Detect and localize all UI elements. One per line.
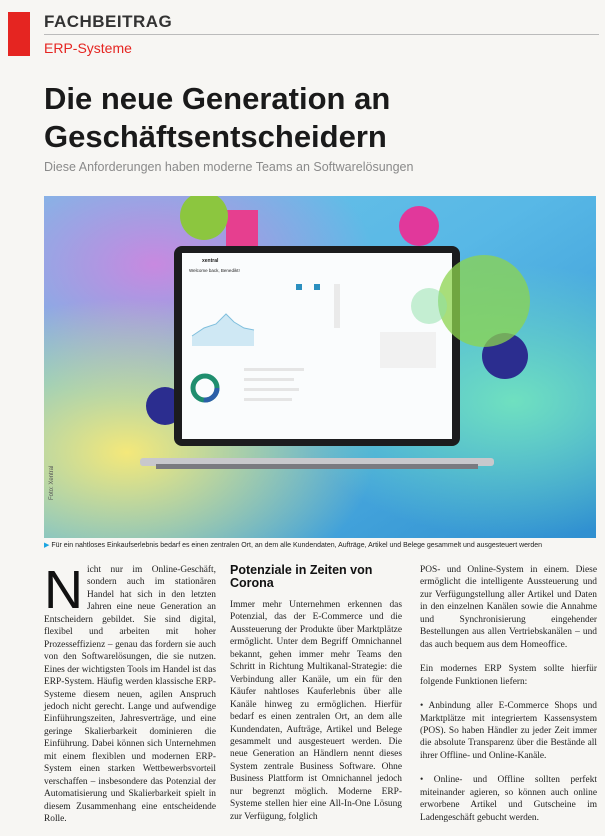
col3-paragraph-2: Ein modernes ERP System sollte hierfür folgende Funktionen liefern:: [420, 664, 597, 687]
section-heading: Potenziale in Zeiten von Corona: [230, 563, 373, 590]
article-subline: Diese Anforderungen haben moderne Teams an Softwarelösungen: [44, 160, 414, 174]
dropcap: N: [44, 560, 83, 620]
col1-paragraph: icht nur im Online-Geschäft, sondern auch im stationären Handel hat sich in den letzten Jahren eine neue Generation an Entscheidern gebildet. Sie sind digital, flexibel und arbeiten mit hoher Prozesseffizienz – genau das fordern sie auch von den Softwarelösungen, die sie nutzen. Eines der wichtigsten Tools im Handel ist das ERP-System. Häufig werden klassische ERP-Systeme diesem neuen, agilen Anspruch jedoch nicht gerecht. Lange und aufwendige Einführungszeiten, Jahresverträge, und eine geringe Skalierbarkeit dominieren die Einführung. Dabei können sich Unternehmen mit einem flexiblen und modernen ERP-System einen starken Wettbewerbsvorteil verschaffen – insbesondere das Potenzial der Automatisierung und Skalierbarkeit spielt in diesem Zusammenhang eine entscheidende Rolle.: [44, 565, 216, 825]
body-column-1: [44, 560, 216, 826]
caption-marker-icon: ▶: [44, 542, 50, 549]
col3-bullet-2: • Online- und Offline sollten perfekt miteinander agieren, so können auch online erworbene Artikel und Gutscheine im Ladengeschäft gebucht werden.: [420, 775, 597, 823]
section-divider: [44, 34, 599, 35]
headline-line-2: Geschäftsentscheidern: [44, 119, 387, 154]
headline-line-1: Die neue Generation an: [44, 81, 391, 116]
body-column-3: [420, 564, 597, 824]
article-headline: [44, 80, 390, 156]
col3-bullet-1: • Anbindung aller E-Commerce Shops und Marktplätze mit integriertem Kassensystem (POS). So haben Händler zu jeder Zeit immer die absolute Transparenz über die Bestände all ihrer Offline- und Online-Kanäle.: [420, 701, 597, 761]
section-label: FACHBEITRAG: [44, 12, 173, 31]
body-column-2: [230, 564, 402, 823]
subsection-label: ERP-Systeme: [44, 40, 132, 56]
col3-paragraph-1: POS- und Online-System in einem. Diese ermöglicht die intelligente Aussteuerung und zur Verfügungstellung aller Artikel und Daten in den einzelnen Kanälen sowie die Annahme und Synchronisierung eingehender Bestellungen aus allen Vertriebskanälen – und das auch bequem aus dem Homeoffice.: [420, 565, 597, 650]
app-welcome: Welcome back, Benedikt!: [189, 268, 240, 273]
hero-image: [44, 196, 596, 538]
photo-credit: Foto: Xentral: [49, 465, 55, 500]
caption-text: Für ein nahtloses Einkaufserlebnis bedarf es einen zentralen Ort, an dem alle Kundendaten, Aufträge, Artikel und Belege gesammelt und ausgesteuert werden: [51, 542, 543, 549]
col2-paragraph: Immer mehr Unternehmen erkennen das Potenzial, das der E-Commerce und die Aussteuerung der Produkte über Marktplätze ermöglicht. Unter dem Begriff Omnichannel bekannt, gehen immer mehr Teams den Schritt in Richtung Multikanal-Strategie: die Verbindung aller Kanäle, um ein für den Käufer nahtloses Kauferlebnis über alle Kanäle hinweg zu ermöglichen. Hierfür bedarf es einen zentralen Ort, an dem alle Kundendaten, Aufträge, Artikel und Belege gesammelt und ausgesteuert werden. Die neue Generation an Händlern nennt dieses System zentrale Business Software. Ohne Business Plattform ist Omnichannel jedoch nur begrenzt möglich. Moderne ERP-Systeme stellen hier eine All-In-One Lösung zur Verfügung, folglich: [230, 600, 402, 822]
app-logo: xentral: [202, 258, 219, 264]
image-caption: [44, 541, 599, 549]
hero-illustration: [44, 196, 596, 538]
section-color-bar: [8, 12, 30, 56]
